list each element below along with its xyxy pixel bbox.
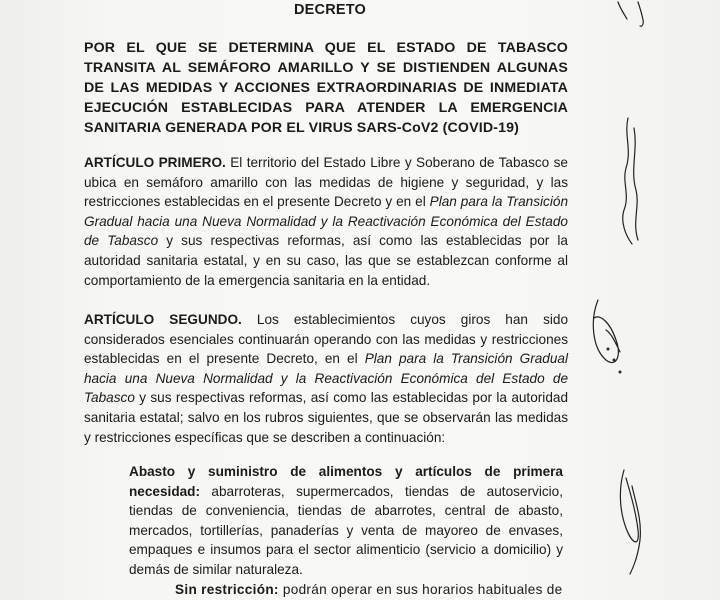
article-primero-label: ARTÍCULO PRIMERO. bbox=[84, 155, 226, 170]
article-primero-text-b: y sus respectivas reformas, así como las establecidas por la autoridad sanitaria estatal, y en su caso, las que se establezcan conforme al comportamiento de la emergencia sanitaria en la entidad. bbox=[84, 233, 568, 288]
restriction-text: podrán operar en sus horarios habituales de bbox=[278, 582, 563, 597]
handwritten-signature-strokes bbox=[580, 0, 720, 600]
signature-stroke-lower bbox=[620, 470, 640, 574]
article-primero-text-a: El territorio del Estado Libre y Soberano de Tabasco se ubica en semáforo amarillo con las medidas de higiene y seguridad, y las restricciones establecidas en el presente Decreto y en el bbox=[84, 155, 568, 210]
signature-dot-1 bbox=[607, 348, 609, 350]
signature-dot-2 bbox=[613, 359, 615, 361]
document-heading: DECRETO bbox=[293, 2, 367, 18]
article-segundo bbox=[84, 310, 568, 447]
article-segundo-text-a: Los establecimientos cuyos giros han sido considerados esenciales continuarán operando con las medidas y restricciones establecidas en el presente Decreto, en el bbox=[84, 312, 569, 367]
article-segundo-label: ARTÍCULO SEGUNDO. bbox=[84, 312, 242, 327]
category-abasto-label: Abasto y suministro de alimentos y artículos de primera necesidad: bbox=[129, 464, 563, 499]
category-abasto bbox=[129, 462, 563, 580]
restriction-label: Sin restricción: bbox=[175, 582, 279, 597]
restriction-line bbox=[175, 580, 565, 600]
article-primero-plan: Plan para la Transición Gradual hacia una Nueva Normalidad y la Reactivación Económica del Estado de Tabasco bbox=[84, 194, 568, 249]
signature-dot-3 bbox=[619, 371, 621, 373]
article-primero bbox=[84, 153, 568, 290]
signature-stroke-middle bbox=[593, 300, 620, 363]
signature-stroke-upper bbox=[623, 118, 638, 244]
article-segundo-plan: Plan para la Transición Gradual hacia una Nueva Normalidad y la Reactivación Económica del Estado de Tabasco bbox=[84, 351, 568, 406]
decree-title: POR EL QUE SE DETERMINA QUE EL ESTADO DE TABASCO TRANSITA AL SEMÁFORO AMARILLO Y SE DISTIENDEN ALGUNAS DE LAS MEDIDAS Y ACCIONES EXTRAORDINARIAS DE INMEDIATA EJECUCIÓN ESTABLECIDAS PARA ATENDER LA EMERGENCIA SANITARIA GENERADA POR EL VIRUS SARS-CoV2 (COVID-19) bbox=[84, 40, 568, 136]
category-abasto-text: abarroteras, supermercados, tiendas de autoservicio, tiendas de conveniencia, tiendas de abarrotes, central de abasto, mercados, tortillerías, panaderías y venta de mayoreo de envases, empaques e insumos para el sector alimenticio (servicio a domicilio) y demás de similar naturaleza. bbox=[129, 483, 563, 577]
article-segundo-text-b: y sus respectivas reformas, así como las establecidas por la autoridad sanitaria estatal; salvo en los rubros siguientes, que se observarán las medidas y restricciones específicas que se describen a continuación: bbox=[84, 390, 568, 445]
